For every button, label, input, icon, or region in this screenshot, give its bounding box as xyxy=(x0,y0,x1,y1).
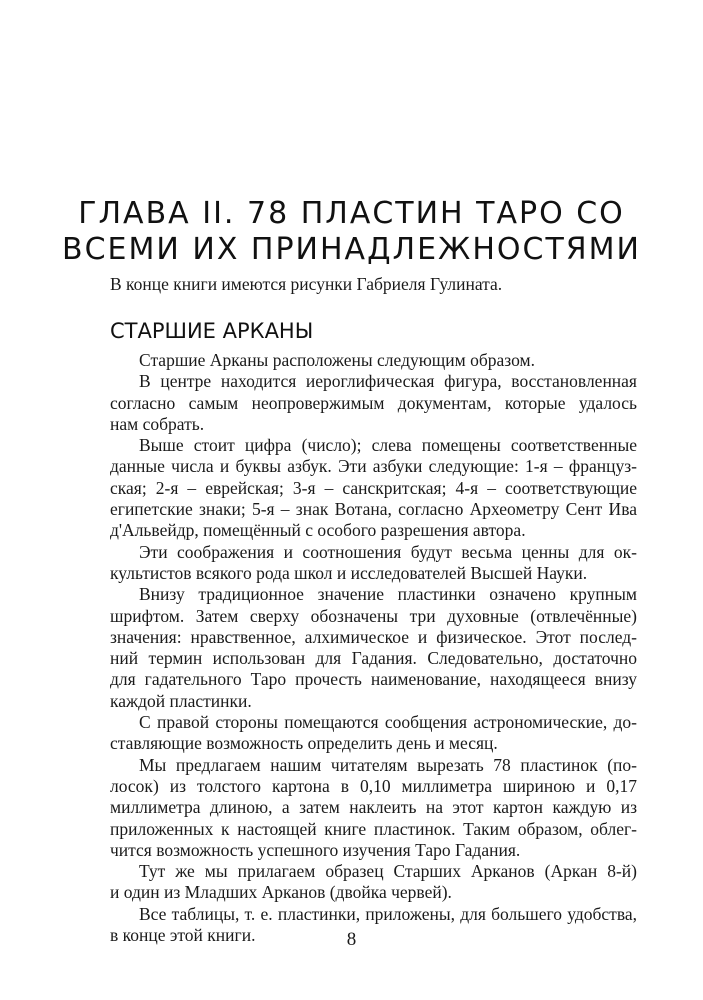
page-number: 8 xyxy=(346,929,357,950)
paragraph xyxy=(110,755,637,861)
paragraph xyxy=(110,542,637,585)
text-line: ставляющие возможность определить день и месяц. xyxy=(110,733,498,754)
text-line: Тут же мы прилагаем образец Старших Арканов (Аркан 8-й) xyxy=(139,861,637,882)
text-line: каждой пластинки. xyxy=(110,690,252,711)
text-line: в конце этой книги. xyxy=(110,925,256,946)
paragraph xyxy=(110,350,637,371)
chapter-title-line: ВСЕМИ ИХ ПРИНАДЛЕЖНОСТЯМИ xyxy=(62,232,641,267)
paragraph xyxy=(110,371,637,435)
text-line: Старшие Арканы расположены следующим образом. xyxy=(139,350,535,370)
paragraph xyxy=(110,712,637,755)
text-line: нам собрать. xyxy=(110,413,205,434)
section-title: СТАРШИЕ АРКАНЫ xyxy=(110,319,314,343)
text-line: С правой стороны помещаются сообщения астрономические, до- xyxy=(139,712,637,733)
paragraph xyxy=(110,584,637,712)
text-line: приложенных к настоящей книге пластинок. Таким образом, облег- xyxy=(110,818,637,839)
text-line: Эти соображения и соотношения будут весьма ценны для ок- xyxy=(139,541,637,562)
body-text xyxy=(110,350,637,946)
text-line: данные числа и буквы азбук. Эти азбуки следующие: 1-я – француз- xyxy=(110,456,637,477)
text-line: миллиметра длиною, а затем наклеить на этот картон каждую из xyxy=(110,797,637,818)
paragraph xyxy=(110,861,637,904)
text-line: ний термин использован для Гадания. Следовательно, достаточно xyxy=(110,648,637,669)
text-line: Выше стоит цифра (число); слева помещены соответственные xyxy=(139,435,637,456)
text-line: В центре находится иероглифическая фигура, восстановленная xyxy=(139,371,637,392)
chapter-title-line: ГЛАВА II. 78 ПЛАСТИН ТАРО СО xyxy=(78,196,625,231)
text-line: для гадательного Таро прочесть наименование, находящееся внизу xyxy=(110,669,637,690)
text-line: лосок) из толстого картона в 0,10 миллиметра шириною и 0,17 xyxy=(110,775,637,796)
text-line: согласно самым неопровержимым документам, которые удалось xyxy=(110,392,637,413)
text-line: Мы предлагаем нашим читателям вырезать 78 пластинок (по- xyxy=(139,754,637,775)
text-line: Внизу традиционное значение пластинки означено крупным xyxy=(139,584,637,605)
text-line: чится возможность успешного изучения Таро Гадания. xyxy=(110,839,521,860)
text-line: египетские знаки; 5-я – знак Вотана, согласно Археометру Сент Ива xyxy=(110,499,637,520)
paragraph xyxy=(110,435,637,541)
text-line: ская; 2-я – еврейская; 3-я – санскритская; 4-я – соответствующие xyxy=(110,477,637,498)
text-line: Все таблицы, т. е. пластинки, приложены, для большего удобства, xyxy=(139,903,637,924)
chapter-title xyxy=(60,196,643,268)
text-line: культистов всякого рода школ и исследователей Высшей Науки. xyxy=(110,562,588,583)
text-line: значения: нравственное, алхимическое и физическое. Этот послед- xyxy=(110,626,637,647)
text-line: д'Альвейдр, помещённый с особого разрешения автора. xyxy=(110,520,526,541)
intro-note: В конце книги имеются рисунки Габриеля Гулината. xyxy=(110,274,503,294)
text-line: и один из Младших Арканов (двойка червей). xyxy=(110,882,452,903)
text-line: шрифтом. Затем сверху обозначены три духовные (отвлечённые) xyxy=(110,605,637,626)
